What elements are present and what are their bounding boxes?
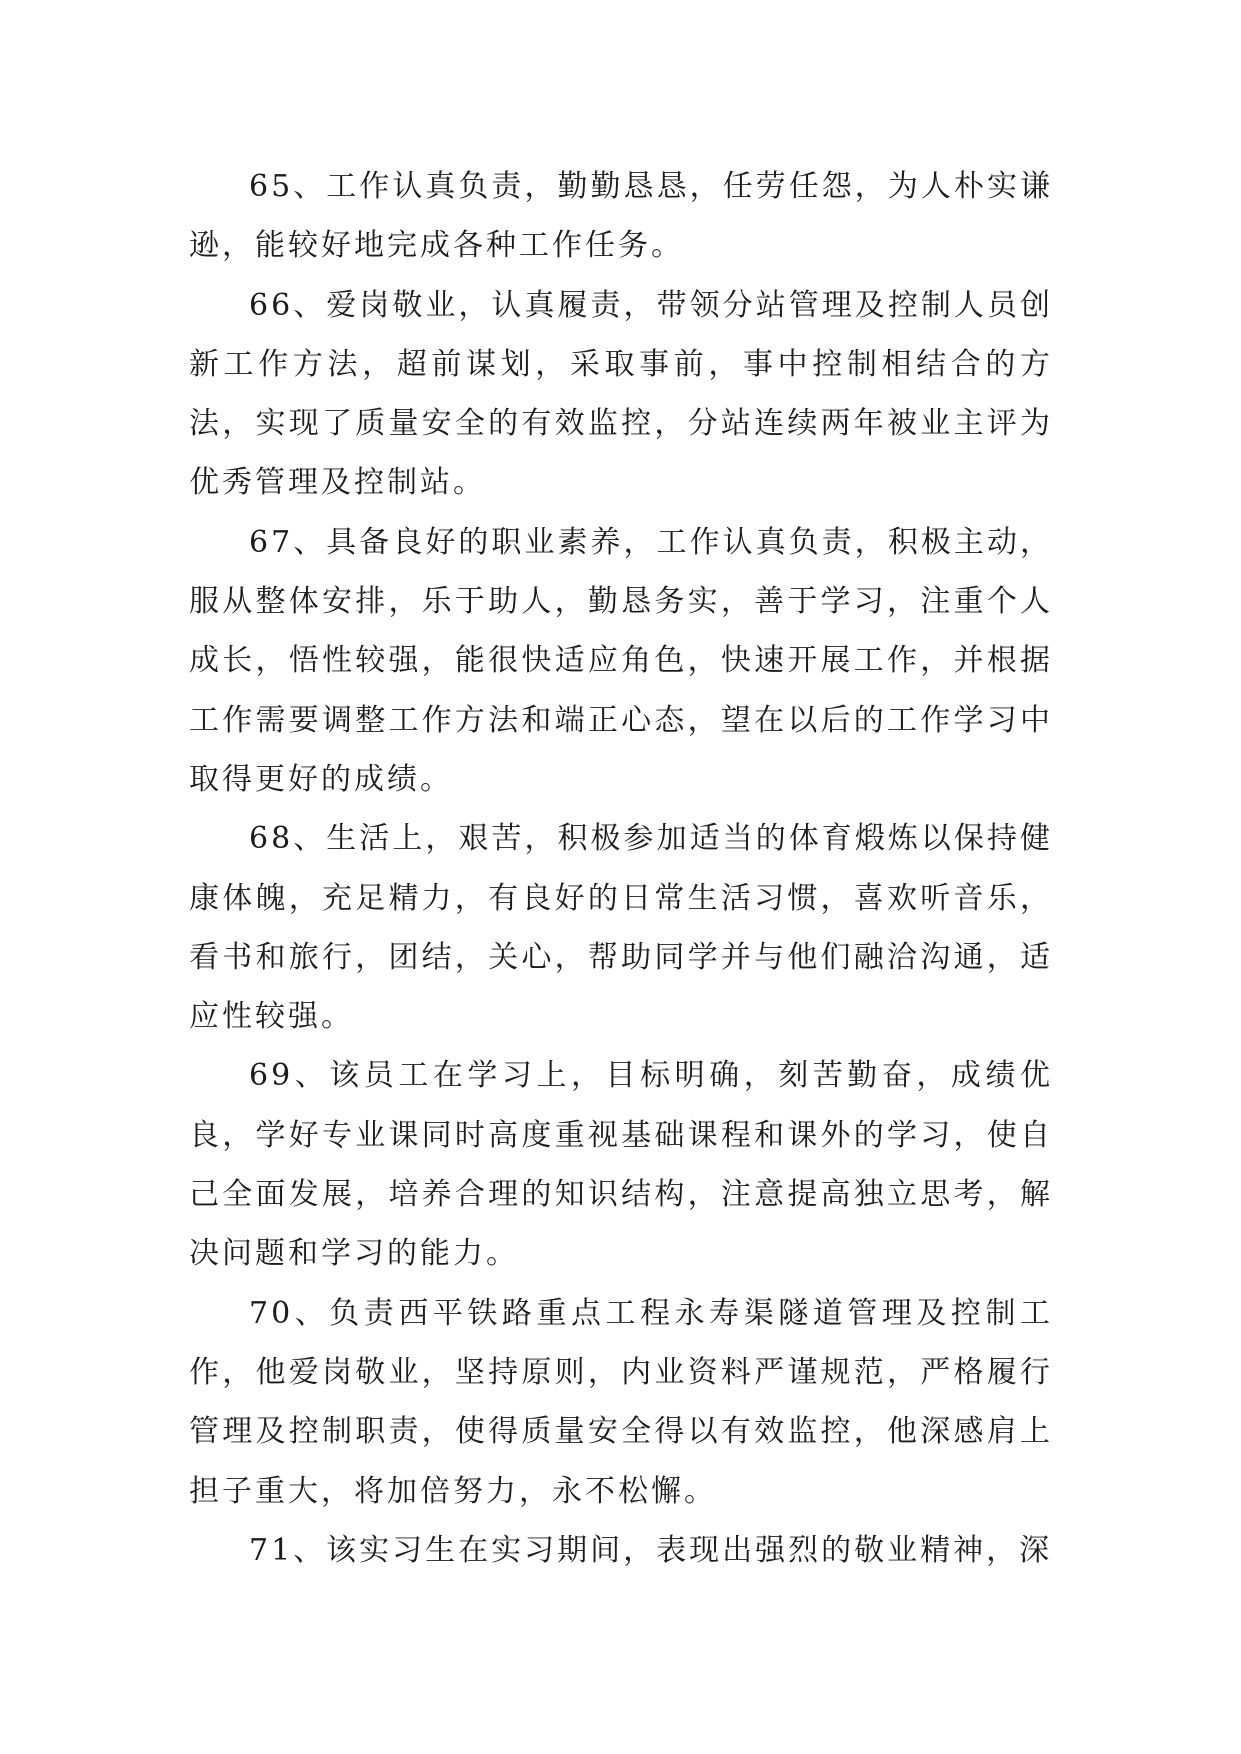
paragraph-71: 71、该实习生在实习期间，表现出强烈的敬业精神，深 <box>249 1532 1053 1568</box>
paragraph-68: 68、生活上，艰苦，积极参加适当的体育煅炼以保持健康体魄，充足精力，有良好的日常生活习惯，喜欢听音乐，看书和旅行，团结，关心，帮助同学并与他们融洽沟通，适应性较强。 <box>189 821 1053 1035</box>
paragraph-65: 65、工作认真负责，勤勤恳恳，任劳任怨，为人朴实谦逊，能较好地完成各种工作任务。 <box>189 169 1053 264</box>
paragraph-69: 69、该员工在学习上，目标明确，刻苦勤奋，成绩优良，学好专业课同时高度重视基础课程和课外的学习，使自己全面发展，培养合理的知识结构，注意提高独立思考，解决问题和学习的能力。 <box>189 1058 1053 1272</box>
paragraph-66: 66、爱岗敬业，认真履责，带领分站管理及控制人员创新工作方法，超前谋划，采取事前，事中控制相结合的方法，实现了质量安全的有效监控，分站连续两年被业主评为优秀管理及控制站。 <box>189 287 1053 501</box>
paragraph-67: 67、具备良好的职业素养，工作认真负责，积极主动，服从整体安排，乐于助人，勤恳务实，善于学习，注重个人成长，悟性较强，能很快适应角色，快速开展工作，并根据工作需要调整工作方法和端正心态，望在以后的工作学习中取得更好的成绩。 <box>189 524 1053 797</box>
document-body <box>189 157 1053 1580</box>
paragraph-70: 70、负责西平铁路重点工程永寿渠隧道管理及控制工作，他爱岗敬业，坚持原则，内业资料严谨规范，严格履行管理及控制职责，使得质量安全得以有效监控，他深感肩上担子重大，将加倍努力，永不松懈。 <box>189 1295 1053 1509</box>
